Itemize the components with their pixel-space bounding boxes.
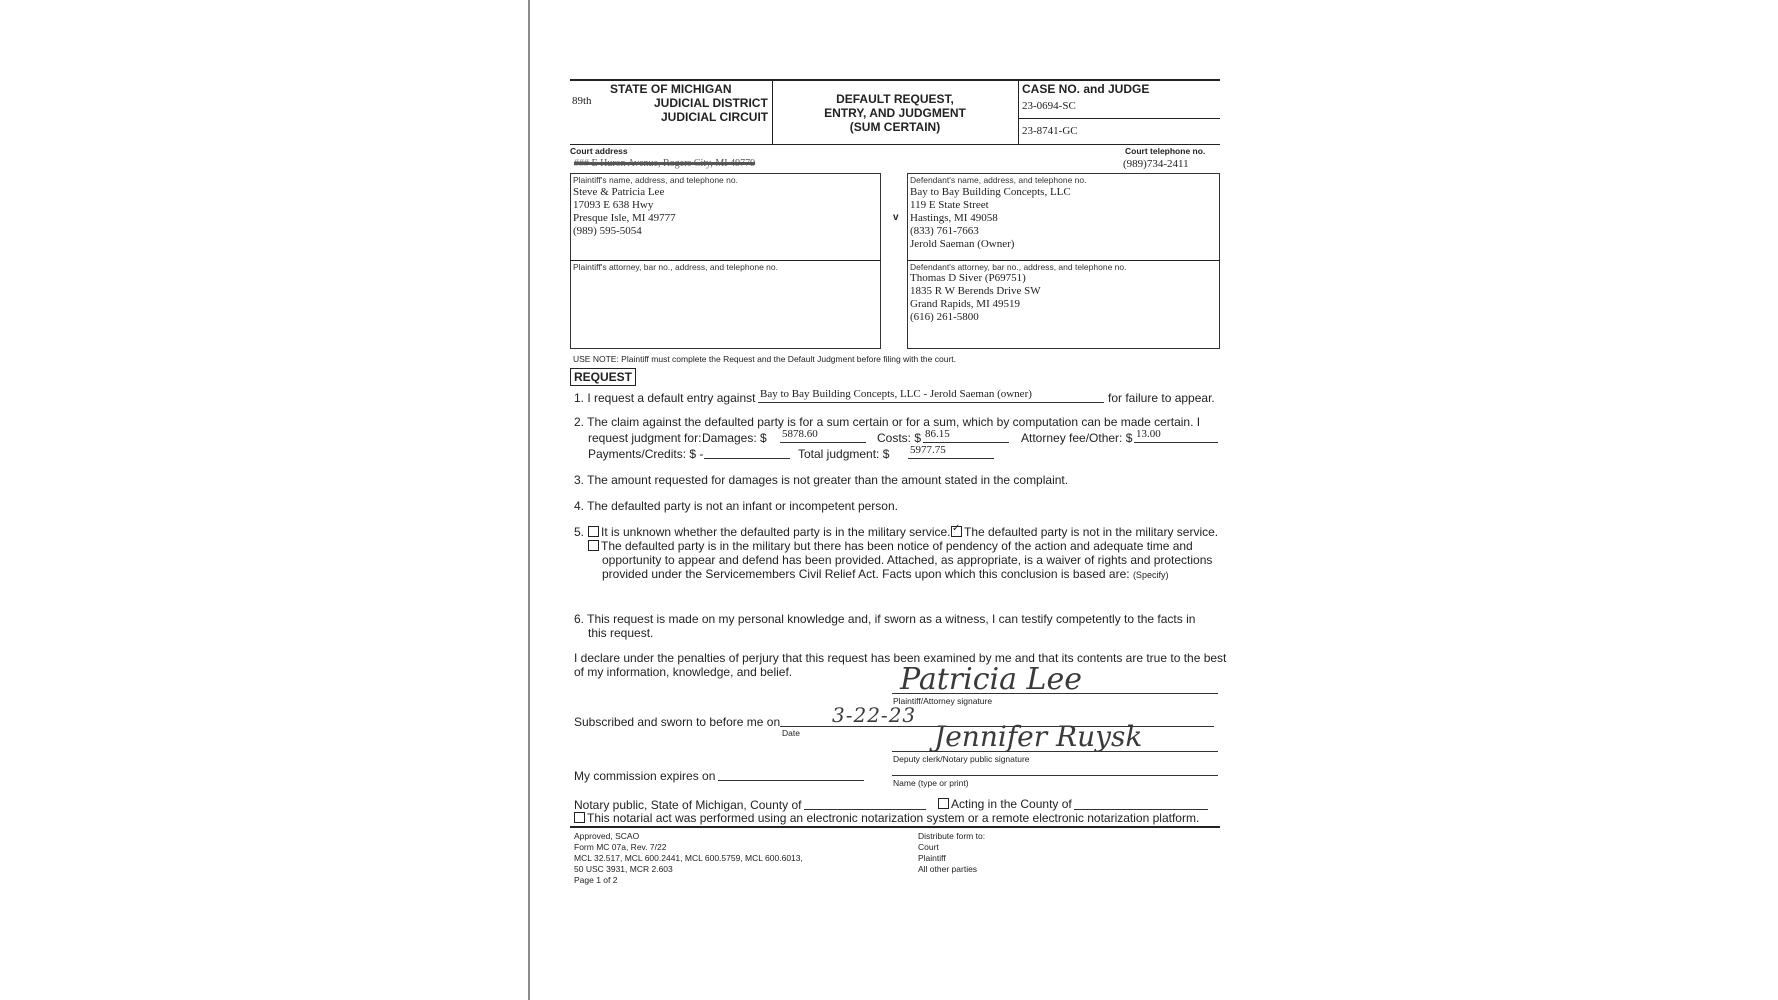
- court-phone-label: Court telephone no.: [1125, 146, 1206, 156]
- district-number: 89th: [572, 95, 592, 107]
- distribute-plaintiff: Plaintiff: [918, 853, 946, 863]
- specify-label: (Specify): [1132, 570, 1169, 580]
- item5-number: [574, 525, 584, 539]
- military-notice-checkbox[interactable]: [588, 540, 599, 551]
- military-unknown-option[interactable]: [588, 525, 951, 539]
- item2-line1: 2. The claim against the defaulted party is for a sum certain or for a sum, which by computation can be made certain. I: [574, 415, 1201, 429]
- court-address-label: Court address: [570, 146, 628, 156]
- military-notice-line3: provided under the Servicemembers Civil Relief Act. Facts upon which this conclusion is based are:: [602, 567, 1130, 581]
- header-top-rule: [570, 79, 1220, 81]
- versus-label: v: [893, 212, 899, 223]
- plaintiff-name: Steve & Patricia Lee: [573, 186, 665, 198]
- declaration-line2: of my information, knowledge, and belief.: [574, 665, 793, 679]
- attorney-fee-value: 13.00: [1136, 428, 1161, 440]
- declaration-line1: I declare under the penalties of perjury that this request has been examined by me and that its contents are true to the best: [574, 651, 1227, 665]
- date-label: Date: [782, 728, 800, 738]
- item5-num: 5.: [574, 525, 585, 539]
- payments-line: [704, 458, 790, 459]
- item6-line1: 6. This request is made on my personal knowledge and, if sworn as a witness, I can testify competently to the facts in: [574, 612, 1196, 626]
- plaintiff-signature-text: Patricia Lee: [900, 662, 1082, 697]
- deputy-signature-label: Deputy clerk/Notary public signature: [893, 754, 1030, 764]
- viewer-left-border: [528, 0, 530, 1000]
- notary-signature-line[interactable]: [892, 751, 1218, 752]
- footer-right: [918, 831, 985, 875]
- commission-line[interactable]: [718, 780, 864, 781]
- sworn-label: Subscribed and sworn to before me on: [574, 715, 781, 729]
- judicial-district-label: JUDICIAL DISTRICT: [654, 96, 768, 110]
- item2-request-label: request judgment for:: [588, 431, 702, 445]
- electronic-notarization-option[interactable]: [574, 811, 1199, 825]
- military-notice-line3-wrap: [602, 567, 1168, 581]
- costs-value: 86.15: [925, 428, 950, 440]
- judicial-circuit-label: JUDICIAL CIRCUIT: [661, 110, 769, 124]
- defendant-box-divider: [907, 260, 1220, 261]
- total-judgment-line: [908, 458, 994, 459]
- military-not-option[interactable]: [951, 525, 1218, 539]
- damages-value: 5878.60: [782, 428, 818, 440]
- acting-county-checkbox[interactable]: [938, 798, 949, 809]
- plaintiff-label: Plaintiff's name, address, and telephone no.: [573, 175, 738, 185]
- header-divider-2: [1018, 80, 1019, 144]
- defendant-attorney-city: Grand Rapids, MI 49519: [910, 298, 1020, 310]
- item1-suffix: for failure to appear.: [1108, 391, 1215, 405]
- printed-name-label: Name (type or print): [893, 778, 969, 788]
- item4-text: 4. The defaulted party is not an infant or incompetent person.: [574, 499, 898, 513]
- notary-handwritten-signature: [934, 720, 1142, 753]
- form-title-line2: ENTRY, AND JUDGMENT: [824, 106, 966, 120]
- case-number-2: 23-8741-GC: [1022, 125, 1078, 137]
- attorney-fee-line: [1134, 442, 1218, 443]
- printed-name-line[interactable]: [892, 775, 1218, 776]
- state-heading: STATE OF MICHIGAN: [610, 82, 732, 96]
- military-unknown-text: It is unknown whether the defaulted party is in the military service.: [601, 525, 951, 539]
- military-not-checkbox[interactable]: [951, 526, 962, 537]
- footer-rule: [570, 826, 1220, 828]
- footer-form-number: Form MC 07a, Rev. 7/22: [574, 842, 667, 852]
- case-number-1: 23-0694-SC: [1022, 100, 1076, 112]
- footer-approved: Approved, SCAO: [574, 831, 640, 841]
- plaintiff-handwritten-signature: [900, 662, 1082, 697]
- notary-county-label: Notary public, State of Michigan, County of: [574, 798, 802, 812]
- electronic-notarization-checkbox[interactable]: [574, 812, 585, 823]
- acting-county-label: Acting in the County of: [951, 797, 1072, 811]
- form-title-line3: (SUM CERTAIN): [849, 120, 941, 134]
- attorney-fee-label: Attorney fee/Other: $: [1021, 431, 1133, 445]
- plaintiff-attorney-label: Plaintiff's attorney, bar no., address, and telephone no.: [573, 262, 778, 272]
- military-notice-line1: The defaulted party is in the military but there has been notice of pendency of the action and adequate time and: [601, 539, 1193, 553]
- notary-county-line[interactable]: [804, 809, 926, 810]
- total-judgment-label: Total judgment: $: [798, 447, 890, 461]
- commission-label: My commission expires on: [574, 769, 716, 783]
- military-notice-option[interactable]: [588, 539, 1193, 553]
- footer-page-number: Page 1 of 2: [574, 875, 618, 885]
- defendant-name: Bay to Bay Building Concepts, LLC: [910, 186, 1071, 198]
- military-not-text: The defaulted party is not in the military service.: [964, 525, 1219, 539]
- form-title-line1: DEFAULT REQUEST,: [836, 92, 954, 106]
- damages-label: Damages: $: [702, 431, 767, 445]
- item1-defendant-fill: Bay to Bay Building Concepts, LLC - Jerold Saeman (owner): [760, 388, 1032, 400]
- plaintiff-street: 17093 E 638 Hwy: [573, 199, 654, 211]
- defendant-attorney-phone: (616) 261-5800: [910, 311, 979, 323]
- item1-prefix: 1. I request a default entry against: [574, 391, 756, 405]
- defendant-label: Defendant's name, address, and telephone no.: [910, 175, 1087, 185]
- military-unknown-checkbox[interactable]: [588, 526, 599, 537]
- item1-fill-line: [758, 402, 1104, 403]
- plaintiff-city: Presque Isle, MI 49777: [573, 212, 676, 224]
- distribute-other-parties: All other parties: [918, 864, 978, 874]
- notary-signature-text: Jennifer Ruysk: [934, 720, 1143, 753]
- total-judgment-value: 5977.75: [910, 444, 946, 456]
- sworn-date-value: 3-22-23: [832, 703, 917, 727]
- damages-line: [780, 442, 866, 443]
- item6-line2: this request.: [588, 626, 654, 640]
- footer-left: [574, 831, 803, 886]
- footer-statutes-1: MCL 32.517, MCL 600.2441, MCL 600.5759, MCL 600.6013,: [574, 853, 803, 863]
- defendant-phone: (833) 761-7663: [910, 225, 979, 237]
- case-label: CASE NO. and JUDGE: [1022, 82, 1150, 96]
- defendant-attorney-street: 1835 R W Berends Drive SW: [910, 285, 1041, 297]
- defendant-street: 119 E State Street: [910, 199, 989, 211]
- electronic-notarization-text: This notarial act was performed using an electronic notarization system or a remote electronic notarization platform.: [587, 811, 1200, 825]
- header-bottom-rule: [570, 144, 1220, 145]
- plaintiff-signature-label: Plaintiff/Attorney signature: [893, 696, 993, 706]
- court-form-page: [570, 76, 1227, 906]
- plaintiff-signature-line[interactable]: [892, 693, 1218, 694]
- costs-line: [923, 442, 1009, 443]
- military-notice-line2: opportunity to appear and defend has been provided. Attached, as appropriate, is a waiver of rights and protections: [602, 553, 1213, 567]
- payments-label: Payments/Credits: $ -: [588, 447, 704, 461]
- distribute-court: Court: [918, 842, 939, 852]
- plaintiff-box-divider: [570, 260, 881, 261]
- court-address-value: ### E Huron Avenue, Rogers City, MI 49779: [574, 158, 756, 169]
- court-phone-value: (989)734-2411: [1123, 158, 1189, 170]
- plaintiff-phone: (989) 595-5054: [573, 225, 642, 237]
- acting-county-line[interactable]: [1074, 809, 1208, 810]
- costs-label: Costs: $: [877, 431, 922, 445]
- footer-statutes-2: 50 USC 3931, MCR 2.603: [574, 864, 673, 874]
- distribute-label: Distribute form to:: [918, 831, 986, 841]
- defendant-attorney-label: Defendant's attorney, bar no., address, and telephone no.: [910, 262, 1127, 272]
- use-note: USE NOTE: Plaintiff must complete the Request and the Default Judgment before filing with the court.: [573, 354, 957, 364]
- defendant-attorney-name: Thomas D Siver (P69751): [910, 272, 1026, 284]
- case-divider: [1018, 118, 1220, 119]
- item3-text: 3. The amount requested for damages is not greater than the amount stated in the complaint.: [574, 473, 1069, 487]
- request-heading: REQUEST: [570, 368, 636, 386]
- defendant-owner: Jerold Saeman (Owner): [910, 238, 1015, 250]
- defendant-city: Hastings, MI 49058: [910, 212, 998, 224]
- acting-county-option[interactable]: [938, 797, 1072, 811]
